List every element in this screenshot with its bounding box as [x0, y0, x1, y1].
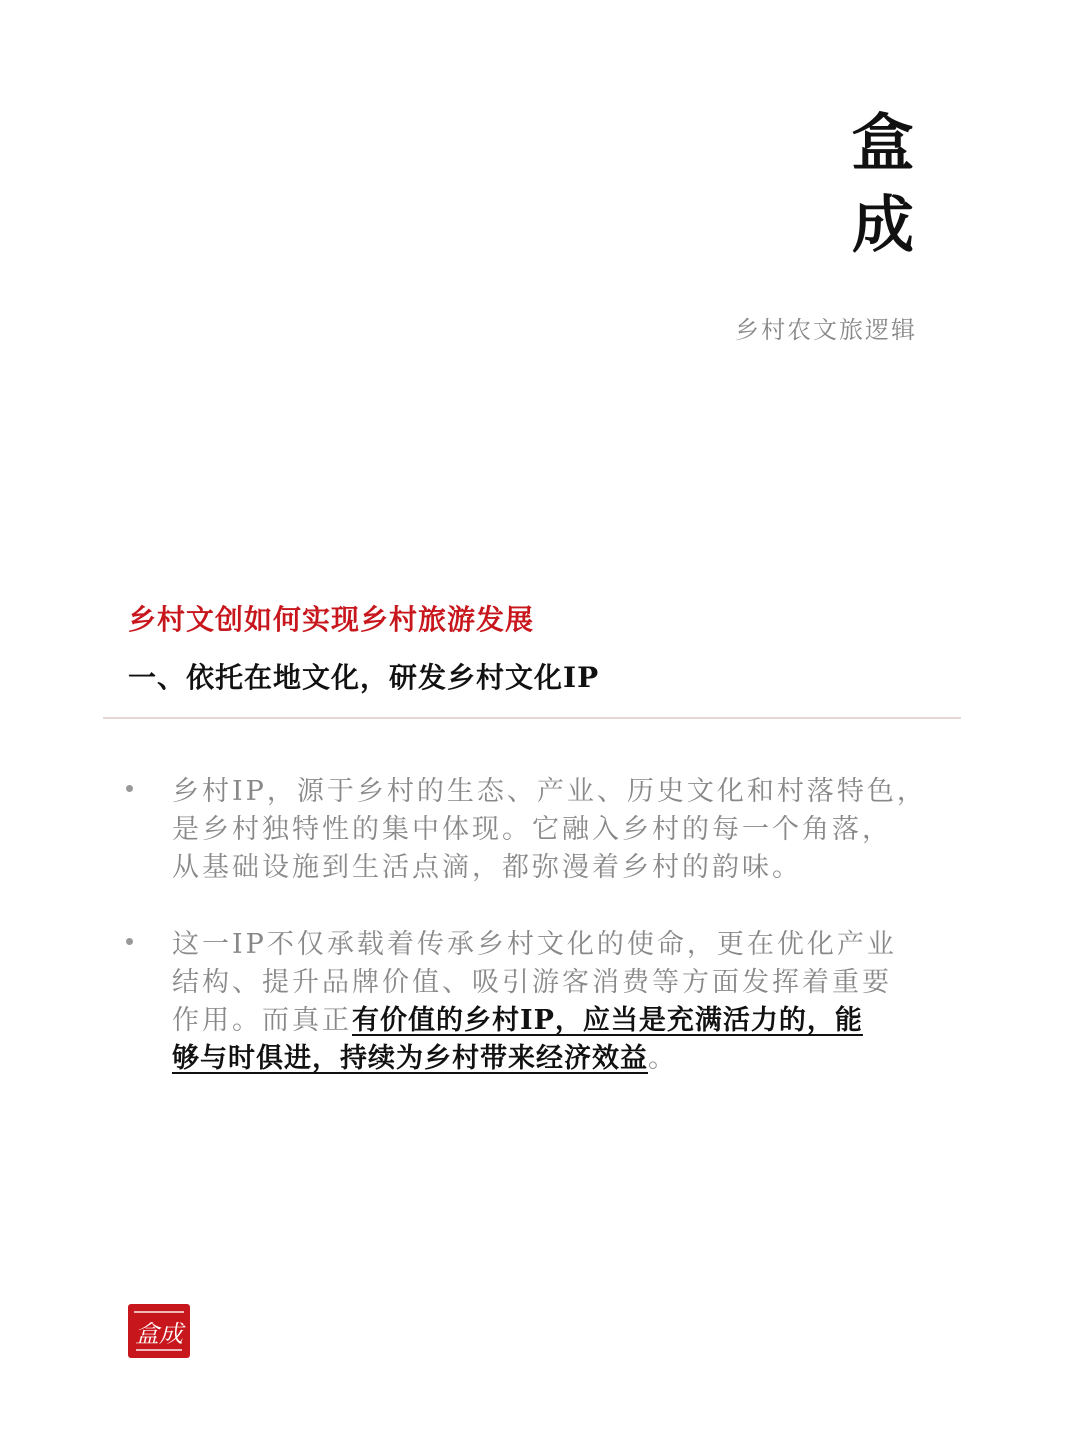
bullet-icon — [126, 938, 133, 945]
emphasis-text: 有价值的乡村IP，应当是充满活力的，能 — [352, 1005, 863, 1036]
normal-text: 作用。而真正 — [172, 1005, 352, 1036]
emphasis-text: 够与时俱进，持续为乡村带来经济效益 — [172, 1043, 648, 1074]
section-heading: 一、依托在地文化，研发乡村文化IP — [128, 661, 600, 694]
paragraph-line — [172, 1002, 863, 1040]
paragraph-line — [172, 1040, 678, 1078]
svg-text:盒成: 盒成 — [135, 1320, 183, 1348]
seal-logo — [126, 1302, 192, 1360]
brand-char-2: 成 — [852, 188, 915, 261]
paragraph-line: 结构、提升品牌价值、吸引游客消费等方面发挥着重要 — [172, 967, 892, 998]
tagline: 乡村农文旅逻辑 — [735, 316, 917, 344]
paragraph-line: 是乡村独特性的集中体现。它融入乡村的每一个角落， — [172, 814, 892, 845]
article-title: 乡村文创如何实现乡村旅游发展 — [128, 603, 535, 636]
paragraph-line: 这一IP不仅承载着传承乡村文化的使命，更在优化产业 — [172, 929, 897, 960]
paragraph-line: 从基础设施到生活点滴，都弥漫着乡村的韵味。 — [172, 852, 802, 883]
normal-text: 。 — [648, 1043, 678, 1074]
bullet-icon — [126, 785, 133, 792]
brand-char-1: 盒 — [852, 106, 915, 179]
paragraph-line: 乡村IP，源于乡村的生态、产业、历史文化和村落特色， — [172, 776, 927, 807]
divider — [103, 717, 961, 719]
